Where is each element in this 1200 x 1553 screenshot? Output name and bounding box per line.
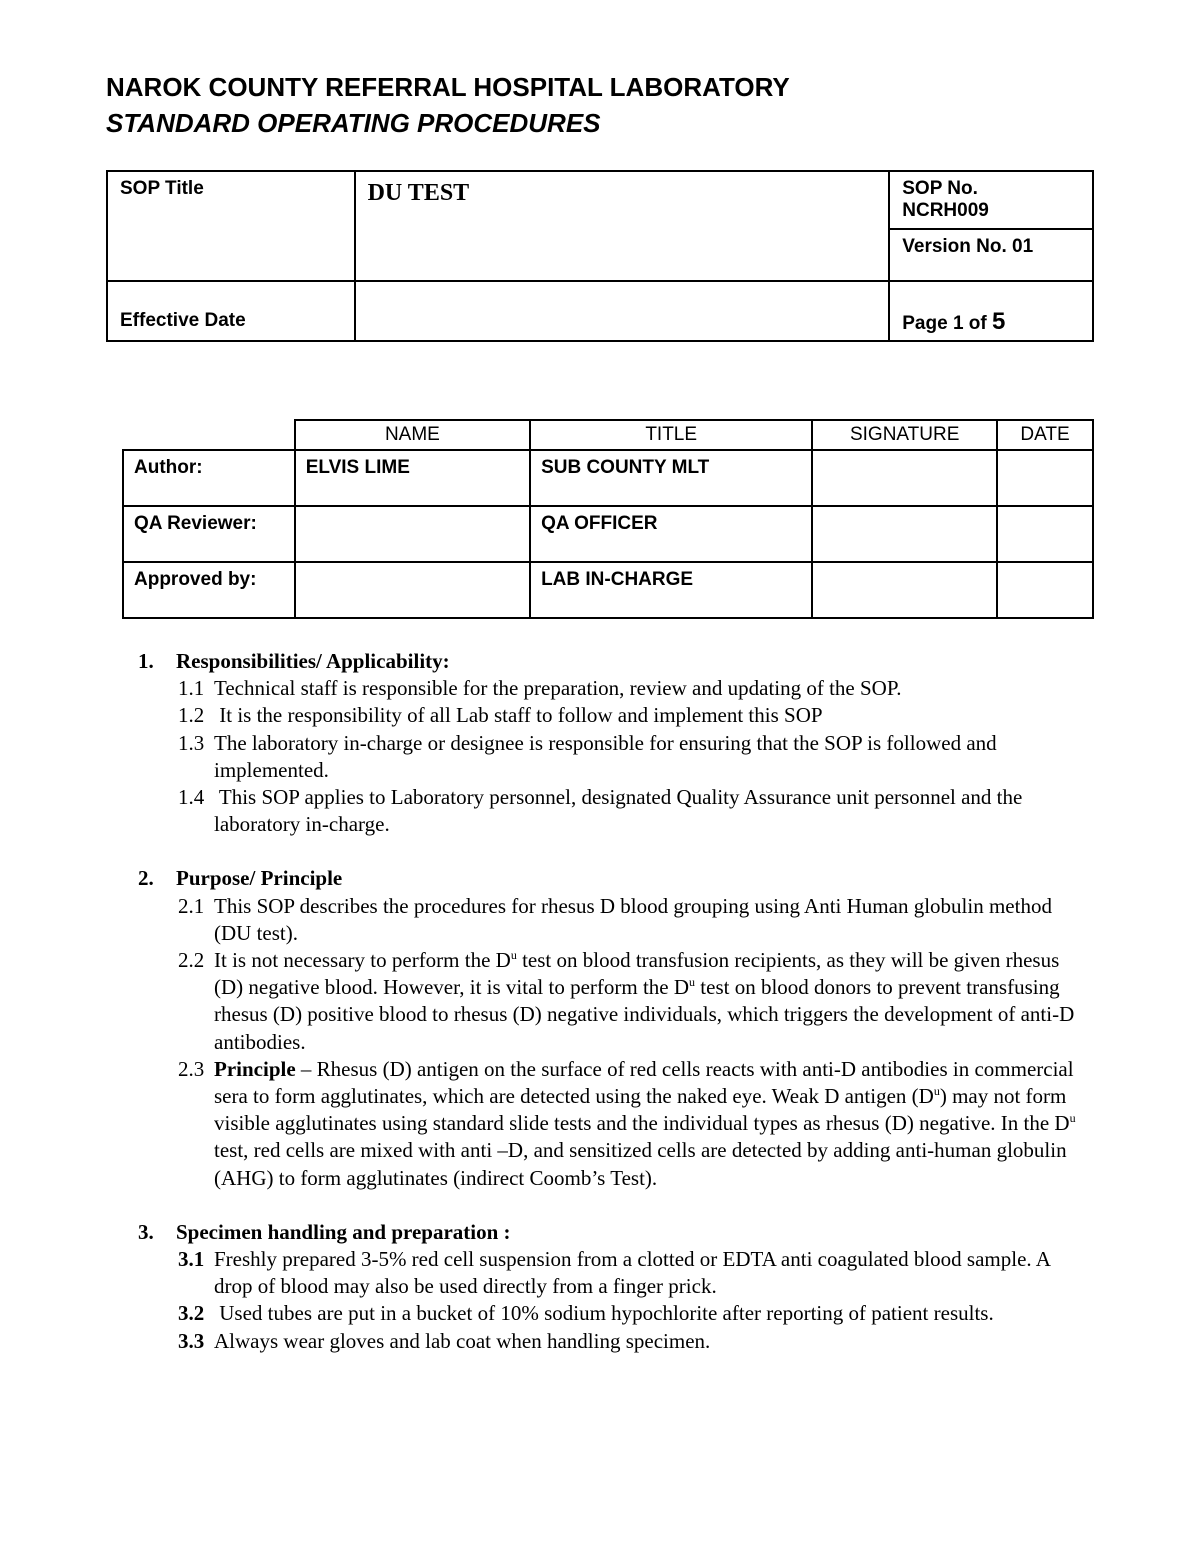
name-cell: ELVIS LIME (295, 450, 530, 506)
principle-label: Principle (214, 1056, 296, 1081)
list-item (158, 675, 1078, 702)
list-item (158, 1056, 1078, 1192)
item-text: Freshly prepared 3-5% red cell suspension from a clotted or EDTA anti coagulated blood sample. A drop of blood may also be used directly from a finger prick. (214, 1247, 1050, 1299)
item-number: 3.2 (178, 1301, 205, 1326)
signoff-table (122, 419, 1094, 619)
name-cell (295, 562, 530, 618)
item-number: 1.4 (178, 785, 205, 810)
name-cell (295, 506, 530, 562)
list-item (158, 893, 1078, 947)
sop-number-cell (889, 171, 1093, 229)
title-cell: SUB COUNTY MLT (530, 450, 812, 506)
list-item (158, 1300, 1078, 1327)
title-cell: QA OFFICER (530, 506, 812, 562)
header-name: NAME (295, 420, 530, 450)
section-3-title (138, 1219, 1078, 1246)
role-cell: Author: (123, 450, 295, 506)
version-number: Version No. 01 (889, 229, 1093, 281)
item-text-part: ) may not form visible agglutinates using standard slide tests and the individual types as rhesus (D) negative. In the D (214, 1084, 1070, 1136)
section-number: 2. (138, 866, 154, 891)
item-text-part: test on blood transfusion recipients, as they will be given rhesus (D) negative blood. However, it is vital to perform the D (214, 948, 1060, 1000)
effective-date-value (355, 281, 890, 341)
list-item (158, 730, 1078, 784)
document-body (138, 648, 1078, 1355)
item-text: Used tubes are put in a bucket of 10% sodium hypochlorite after reporting of patient results. (214, 1301, 994, 1326)
section-number: 1. (138, 649, 154, 673)
list-item (158, 702, 1078, 729)
item-text-part: It is not necessary to perform the D (214, 948, 511, 973)
signature-cell (812, 562, 997, 618)
item-text: This SOP applies to Laboratory personnel, designated Quality Assurance unit personnel and the laboratory in-charge. (214, 785, 1023, 837)
item-text: It is the responsibility of all Lab staff to follow and implement this SOP (214, 703, 823, 728)
sop-number-label: SOP No. (902, 178, 978, 199)
effective-date-label: Effective Date (107, 281, 355, 341)
page-number-total: 5 (992, 308, 1006, 335)
item-text-part: – Rhesus (D) antigen on the surface of red cells reacts with anti-D antibodies in commercial sera to form agglutinates, which are detected using the naked eye. Weak D antigen (D (214, 1056, 1074, 1109)
header-date: DATE (997, 420, 1093, 450)
superscript-u: u (1069, 1111, 1076, 1126)
signature-cell (812, 506, 997, 562)
role-cell: QA Reviewer: (123, 506, 295, 562)
sop-title-label: SOP Title (107, 171, 355, 281)
signoff-corner (123, 420, 295, 450)
item-number: 3.3 (178, 1328, 205, 1353)
superscript-u: u (933, 1084, 940, 1099)
date-cell (997, 450, 1093, 506)
item-number: 2.2 (178, 948, 205, 973)
list-item (158, 1246, 1078, 1300)
item-number: 1.1 (178, 676, 205, 701)
item-number: 1.3 (178, 730, 205, 755)
section-number: 3. (138, 1219, 154, 1244)
signature-cell (812, 450, 997, 506)
section-2-title (138, 865, 1078, 892)
title-cell: LAB IN-CHARGE (530, 562, 812, 618)
role-cell: Approved by: (123, 562, 295, 618)
item-text: This SOP describes the procedures for rhesus D blood grouping using Anti Human globulin method (DU test). (214, 893, 1052, 945)
item-text: Technical staff is responsible for the preparation, review and updating of the SOP. (214, 676, 902, 701)
section-title-text: Responsibilities/ Applicability: (176, 649, 450, 673)
sop-info-table (106, 170, 1094, 342)
table-row (123, 562, 1093, 618)
list-item (158, 784, 1078, 838)
page-number (889, 281, 1093, 341)
date-cell (997, 562, 1093, 618)
superscript-u: u (510, 948, 517, 963)
item-text-part: test on blood donors to prevent transfusing rhesus (D) positive blood to rhesus (D) negative individuals, which triggers the development of anti-D antibodies. (214, 975, 1075, 1054)
header-signature: SIGNATURE (812, 420, 997, 450)
item-number: 3.1 (178, 1247, 205, 1272)
document-heading-line1: NAROK COUNTY REFERRAL HOSPITAL LABORATORY (106, 72, 790, 102)
list-item (158, 947, 1078, 1056)
date-cell (997, 506, 1093, 562)
section-title-text: Specimen handling and preparation : (176, 1219, 511, 1244)
header-title: TITLE (530, 420, 812, 450)
table-row (123, 450, 1093, 506)
item-text-part: test, red cells are mixed with anti –D, and sensitized cells are detected by adding anti-human globulin (AHG) to form agglutinates (indirect Coomb’s Test). (214, 1138, 1067, 1190)
table-row (123, 506, 1093, 562)
item-text: The laboratory in-charge or designee is responsible for ensuring that the SOP is followed and implemented. (214, 730, 997, 782)
item-text: Always wear gloves and lab coat when handling specimen. (214, 1328, 711, 1353)
document-heading-line2: STANDARD OPERATING PROCEDURES (106, 108, 601, 138)
sop-title-value: DU TEST (355, 171, 890, 281)
item-number: 2.1 (178, 893, 205, 918)
item-number: 1.2 (178, 703, 205, 728)
list-item (158, 1328, 1078, 1355)
item-number: 2.3 (178, 1056, 205, 1081)
superscript-u: u (689, 975, 696, 990)
sop-number-value: NCRH009 (902, 200, 989, 221)
page-number-prefix: Page 1 of (902, 313, 992, 334)
section-title-text: Purpose/ Principle (176, 866, 343, 891)
section-1-title (138, 648, 1078, 675)
